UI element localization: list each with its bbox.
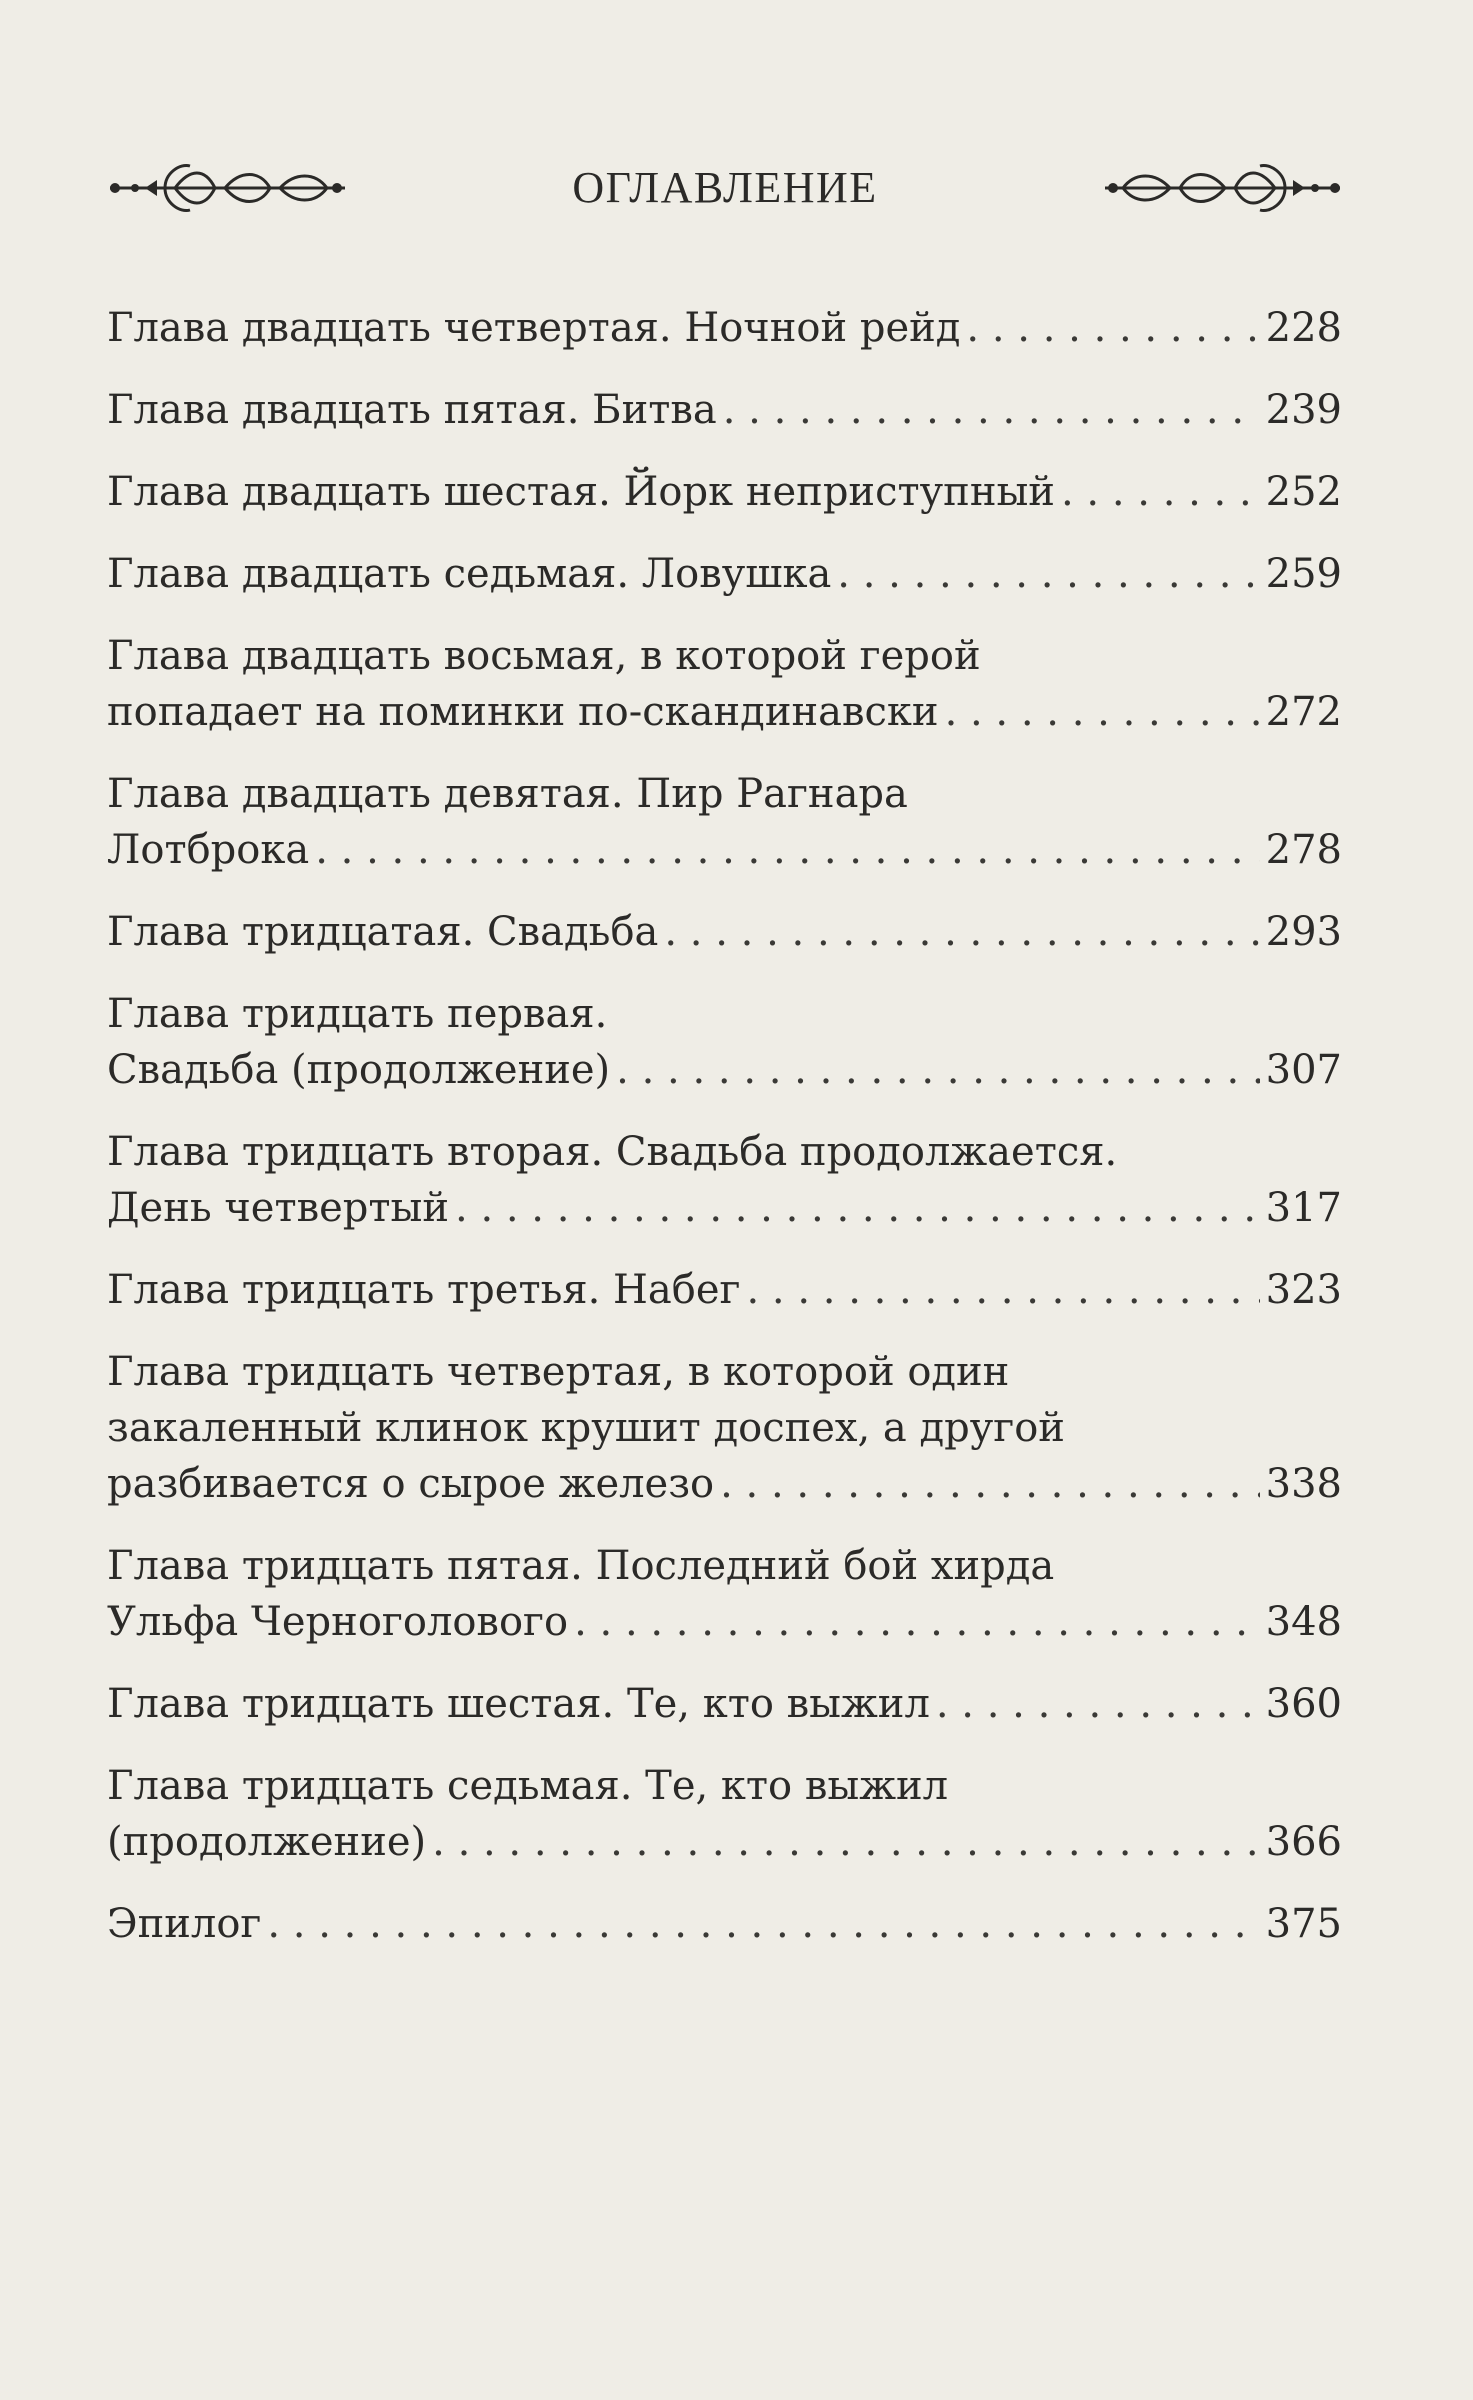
dot-leader [837, 546, 1259, 602]
toc-entry[interactable] [107, 300, 1342, 356]
dot-leader [1061, 464, 1260, 520]
page-number: 366 [1265, 1819, 1342, 1865]
toc-entry-last-line [107, 1456, 1342, 1512]
toc-entry[interactable] [107, 382, 1342, 438]
toc-entry-title-line: Свадьба (продолжение) [107, 1047, 611, 1093]
table-of-contents [107, 300, 1342, 1978]
toc-entry-last-line [107, 1262, 1342, 1318]
toc-entry-last-line [107, 1180, 1342, 1236]
page-number: 293 [1265, 909, 1342, 955]
dot-leader [936, 1676, 1260, 1732]
dot-leader [720, 1456, 1260, 1512]
toc-entry[interactable] [107, 904, 1342, 960]
vine-ornament-icon [1100, 158, 1345, 218]
toc-entry[interactable] [107, 1262, 1342, 1318]
toc-entry-last-line [107, 904, 1342, 960]
toc-entry-last-line [107, 1896, 1342, 1952]
toc-header [105, 150, 1345, 230]
dot-leader [574, 1594, 1260, 1650]
toc-entry-title-line: Глава тридцатая. Свадьба [107, 909, 659, 955]
toc-entry[interactable] [107, 1896, 1342, 1952]
toc-entry[interactable] [107, 1758, 1342, 1870]
page-number: 338 [1265, 1461, 1342, 1507]
toc-entry-title-line: Глава тридцать третья. Набег [107, 1267, 741, 1313]
toc-entry-title-line: Глава тридцать первая. [107, 991, 608, 1037]
page-number: 360 [1265, 1681, 1342, 1727]
page-number: 278 [1265, 827, 1342, 873]
toc-entry-title-line: (продолжение) [107, 1819, 427, 1865]
dot-leader [966, 300, 1259, 356]
toc-entry[interactable] [107, 766, 1342, 878]
toc-entry[interactable] [107, 986, 1342, 1098]
dot-leader [723, 382, 1260, 438]
toc-entry-last-line [107, 1676, 1342, 1732]
page-number: 272 [1265, 689, 1342, 735]
toc-entry[interactable] [107, 1676, 1342, 1732]
toc-entry-title-line: Глава двадцать четвертая. Ночной рейд [107, 305, 961, 351]
toc-entry-last-line [107, 546, 1342, 602]
toc-entry[interactable] [107, 628, 1342, 740]
toc-entry-last-line [107, 300, 1342, 356]
toc-entry-title-line: Ульфа Черноголового [107, 1599, 569, 1645]
toc-entry-last-line [107, 684, 1342, 740]
page-number: 252 [1265, 469, 1342, 515]
toc-entry-title-line: Глава двадцать седьмая. Ловушка [107, 551, 832, 597]
toc-entry-last-line [107, 822, 1342, 878]
page-number: 323 [1265, 1267, 1342, 1313]
dot-leader [746, 1262, 1259, 1318]
toc-entry[interactable] [107, 1124, 1342, 1236]
page-number: 259 [1265, 551, 1342, 597]
dot-leader [455, 1180, 1260, 1236]
toc-entry-title-line: Глава тридцать вторая. Свадьба продолжается. [107, 1129, 1118, 1175]
toc-entry[interactable] [107, 546, 1342, 602]
toc-title: ОГЛАВЛЕНИЕ [572, 163, 878, 212]
toc-entry[interactable] [107, 1344, 1342, 1512]
dot-leader [267, 1896, 1259, 1952]
toc-entry[interactable] [107, 1538, 1342, 1650]
toc-entry-title-line: Глава тридцать седьмая. Те, кто выжил [107, 1763, 949, 1809]
toc-entry-title-line: попадает на поминки по-скандинавски [107, 689, 939, 735]
toc-entry-title-line: закаленный клинок крушит доспех, а другой [107, 1405, 1065, 1451]
toc-entry-title-line: Глава тридцать шестая. Те, кто выжил [107, 1681, 930, 1727]
page-number: 228 [1265, 305, 1342, 351]
toc-entry-last-line [107, 1814, 1342, 1870]
page-number: 307 [1265, 1047, 1342, 1093]
toc-entry-title-line: Эпилог [107, 1901, 262, 1947]
toc-entry-last-line [107, 464, 1342, 520]
toc-entry-title-line: Глава двадцать восьмая, в которой герой [107, 633, 981, 679]
toc-entry-title-line: Глава тридцать четвертая, в которой один [107, 1349, 1010, 1395]
dot-leader [616, 1042, 1259, 1098]
toc-entry-title-line: Лотброка [107, 827, 310, 873]
toc-entry-title-line: День четвертый [107, 1185, 450, 1231]
dot-leader [315, 822, 1259, 878]
dot-leader [945, 684, 1260, 740]
toc-entry-last-line [107, 1042, 1342, 1098]
page-number: 239 [1265, 387, 1342, 433]
page-number: 375 [1265, 1901, 1342, 1947]
toc-entry-last-line [107, 1594, 1342, 1650]
page-number: 348 [1265, 1599, 1342, 1645]
dot-leader [432, 1814, 1260, 1870]
toc-entry-last-line [107, 382, 1342, 438]
toc-entry-title-line: Глава двадцать пятая. Битва [107, 387, 717, 433]
toc-entry-title-line: разбивается о сырое железо [107, 1461, 715, 1507]
page-number: 317 [1265, 1185, 1342, 1231]
toc-entry-title-line: Глава двадцать шестая. Йорк неприступный [107, 469, 1055, 515]
dot-leader [664, 904, 1259, 960]
toc-entry[interactable] [107, 464, 1342, 520]
toc-entry-title-line: Глава двадцать девятая. Пир Рагнара [107, 771, 908, 817]
toc-entry-title-line: Глава тридцать пятая. Последний бой хирда [107, 1543, 1055, 1589]
